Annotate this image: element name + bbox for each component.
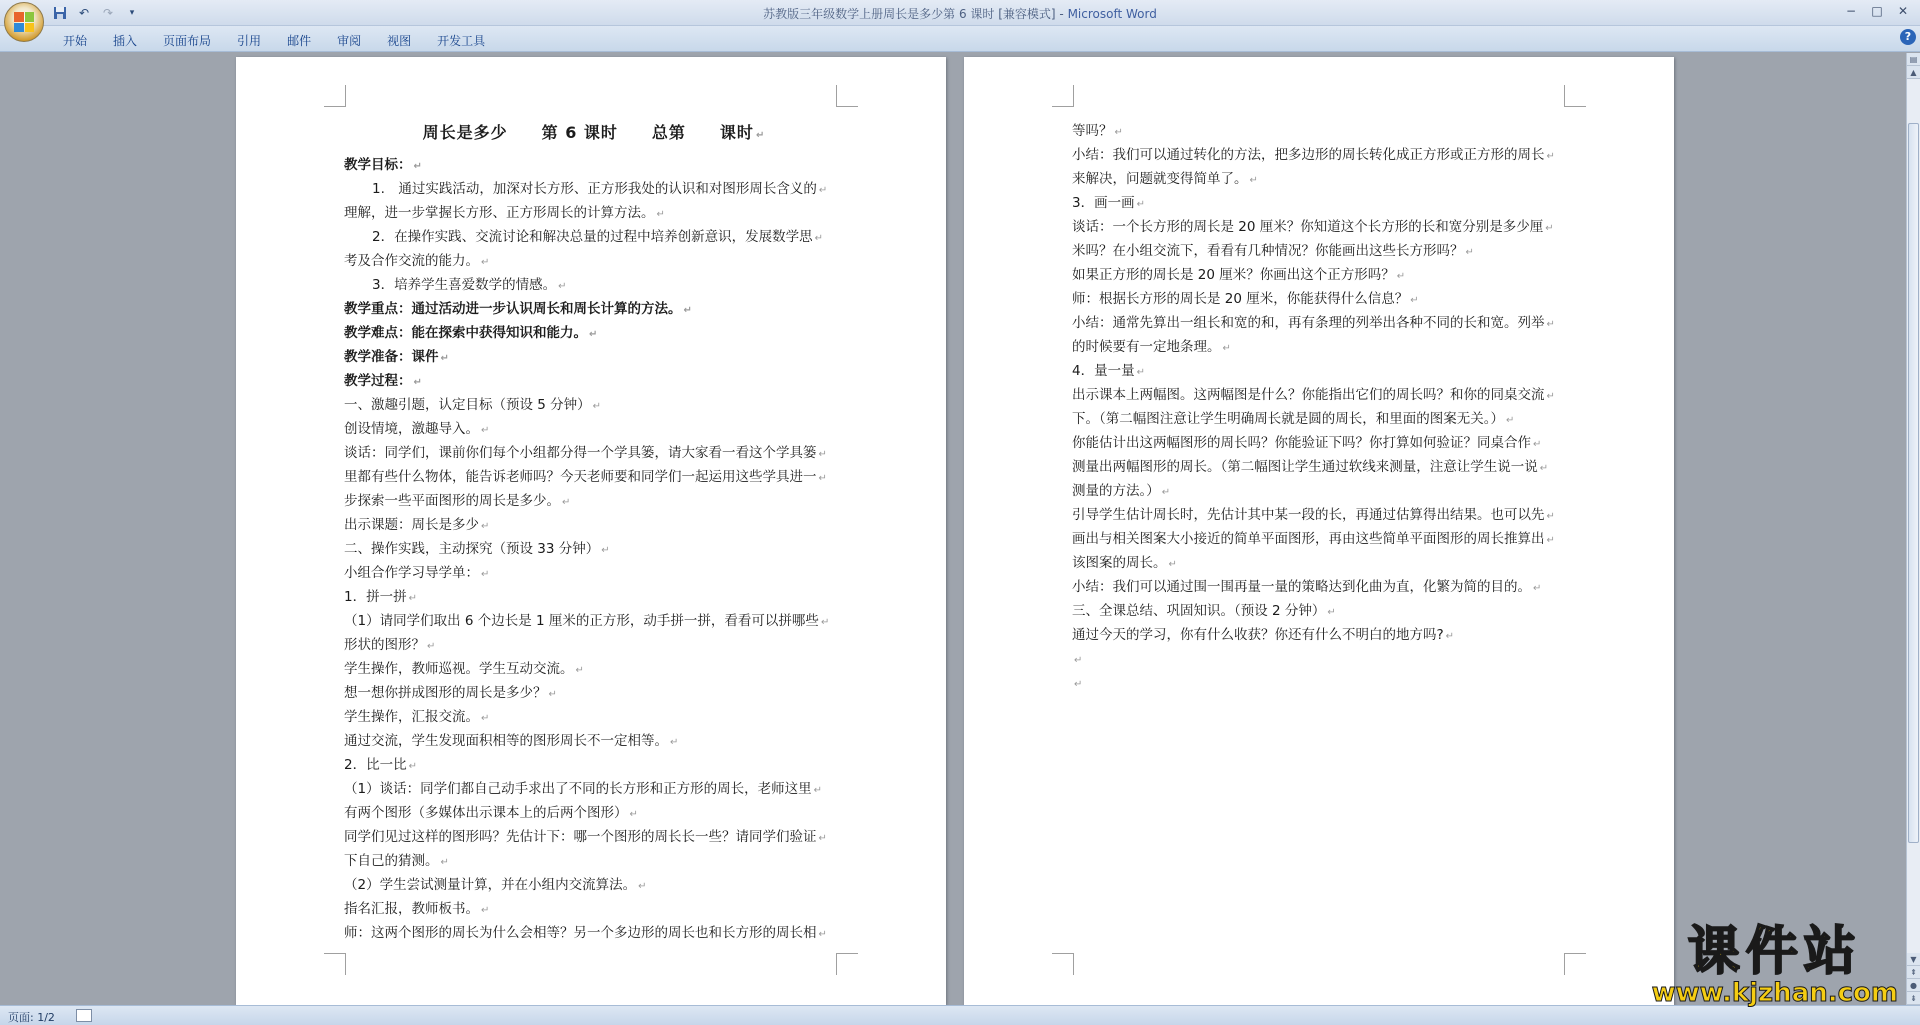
- minimize-button[interactable]: −: [1845, 4, 1857, 18]
- paragraph-mark: ↵: [1546, 391, 1555, 402]
- line-text: 2．在操作实践、交流讨论和解决总量的过程中培养创新意识，发展数学思: [372, 229, 813, 245]
- paragraph-mark: ↵: [1327, 607, 1336, 618]
- line-text: 师：这两个图形的周长为什么会相等？另一个多边形的周长也和长方形的周长相: [344, 925, 817, 941]
- status-bar: [0, 1005, 1920, 1025]
- text-line: [1072, 215, 1572, 239]
- crop-mark: [836, 85, 858, 107]
- line-text: 通过今天的学习，你有什么收获？你还有什么不明白的地方吗?: [1072, 627, 1444, 643]
- line-text: 1. 通过实践活动，加深对长方形、正方形我处的认识和对图形周长含义的: [372, 181, 817, 197]
- tab-page-layout[interactable]: 页面布局: [163, 34, 212, 48]
- paragraph-mark: ↵: [814, 233, 823, 244]
- text-line: [1072, 263, 1572, 287]
- line-text: 通过交流，学生发现面积相等的图形周长不一定相等。: [344, 733, 668, 749]
- line-text: 测量出两幅图形的周长。（第二幅图让学生通过软线来测量，注意让学生说一说: [1072, 459, 1538, 475]
- line-text: 教学目标：: [344, 157, 412, 173]
- paragraph-mark: ↵: [592, 401, 602, 412]
- paragraph-mark: ↵: [818, 473, 827, 484]
- line-text: 3．培养学生喜爱数学的情感。: [372, 277, 557, 293]
- page-2-text: [1072, 119, 1572, 695]
- paragraph-mark: ↵: [1506, 415, 1515, 426]
- paragraph-mark: ↵: [408, 761, 417, 772]
- page-2-lines: [1072, 119, 1572, 695]
- text-line: [1072, 335, 1572, 359]
- tab-view[interactable]: 视图: [387, 34, 412, 48]
- text-line: [1072, 623, 1572, 647]
- paragraph-mark: ↵: [1546, 511, 1555, 522]
- paragraph-mark: ↵: [413, 161, 422, 172]
- line-text: 小结：我们可以通过围一围再量一量的策略达到化曲为直，化繁为简的目的。: [1072, 579, 1531, 595]
- crop-mark: [836, 953, 858, 975]
- paragraph-mark: ↵: [1533, 583, 1542, 594]
- ruler-toggle-icon[interactable]: ▤: [1907, 53, 1920, 66]
- paragraph-mark: ↵: [481, 257, 490, 268]
- line-text: 考及合作交流的能力。: [344, 253, 479, 269]
- redo-icon[interactable]: ↷: [102, 5, 114, 20]
- text-line: [1072, 143, 1572, 167]
- page-counter[interactable]: 页面: 1/2: [8, 1011, 55, 1024]
- paragraph-mark: ↵: [1410, 295, 1419, 306]
- paragraph-mark: ↵: [638, 881, 647, 892]
- document-page-1[interactable]: [236, 57, 946, 1005]
- text-line: [1072, 239, 1572, 263]
- paragraph-mark: ↵: [1249, 175, 1258, 186]
- ribbon: [0, 26, 1920, 52]
- text-line: [344, 369, 844, 393]
- scroll-up-icon[interactable]: ▲: [1907, 66, 1920, 79]
- scroll-down-icon[interactable]: ▼: [1907, 953, 1920, 966]
- paragraph-mark: ↵: [1222, 343, 1231, 354]
- line-text: 有两个图形（多媒体出示课本上的后两个图形）: [344, 805, 628, 821]
- line-text: 测量的方法。）: [1072, 483, 1160, 499]
- line-text: 小组合作学习导学单：: [344, 565, 479, 581]
- line-text: 谈话：一个长方形的周长是 20 厘米？你知道这个长方形的长和宽分别是多少厘: [1072, 219, 1544, 235]
- text-line: [344, 153, 844, 177]
- line-text: 里都有些什么物体，能告诉老师吗？今天老师要和同学们一起运用这些学具进一: [344, 469, 817, 485]
- paragraph-mark: ↵: [1546, 319, 1555, 330]
- line-text: 3．画一画: [1072, 195, 1135, 211]
- paragraph-mark: ↵: [818, 833, 827, 844]
- app-name: Microsoft Word: [1067, 7, 1157, 21]
- paragraph-mark: ↵: [755, 130, 766, 141]
- paragraph-mark: ↵: [1546, 535, 1555, 546]
- line-text: 理解，进一步掌握长方形、正方形周长的计算方法。: [344, 205, 655, 221]
- line-text: 等吗？: [1072, 123, 1113, 139]
- line-text: 出示课本上两幅图。这两幅图是什么？你能指出它们的周长吗？和你的同桌交流: [1072, 387, 1545, 403]
- paragraph-mark: ↵: [589, 329, 598, 340]
- paragraph-mark: ↵: [629, 809, 638, 820]
- window-title: [0, 5, 1920, 22]
- tab-mailings[interactable]: 邮件: [287, 34, 312, 48]
- text-line: [1072, 551, 1572, 575]
- paragraph-mark: ↵: [1168, 559, 1177, 570]
- paragraph-mark: ↵: [481, 425, 490, 436]
- paragraph-mark: ↵: [1533, 439, 1542, 450]
- undo-icon[interactable]: ↶: [78, 5, 90, 20]
- text-line: [1072, 455, 1572, 479]
- crop-mark: [1564, 85, 1586, 107]
- text-line: [344, 897, 844, 921]
- line-text: 步探索一些平面图形的周长是多少。: [344, 493, 560, 509]
- text-line: [1072, 383, 1572, 407]
- line-text: 一、激趣引题，认定目标（预设 5 分钟）: [344, 397, 591, 413]
- line-text: 创设情境，激趣导入。: [344, 421, 479, 437]
- text-line: [344, 297, 844, 321]
- paragraph-mark: ↵: [1396, 271, 1406, 282]
- paragraph-mark: ↵: [601, 545, 610, 556]
- text-line: [344, 273, 844, 297]
- paragraph-mark: ↵: [413, 377, 422, 388]
- paragraph-mark: ↵: [440, 857, 449, 868]
- line-text: 下自己的猜测。: [344, 853, 439, 869]
- paragraph-mark: ↵: [558, 281, 567, 292]
- text-line: [344, 417, 844, 441]
- line-text: 出示课题：周长是多少: [344, 517, 479, 533]
- paragraph-mark: ↵: [1114, 127, 1123, 138]
- line-text: （1）请同学们取出 6 个边长是 1 厘米的正方形，动手拼一拼，看看可以拼哪些: [344, 613, 819, 629]
- previous-page-icon[interactable]: ⇞: [1907, 966, 1920, 979]
- text-line: [344, 921, 844, 945]
- paragraph-mark: ↵: [1545, 223, 1554, 234]
- line-text: 想一想你拼成图形的周长是多少？: [344, 685, 547, 701]
- paragraph-mark: ↵: [1539, 463, 1549, 474]
- text-line: [1072, 647, 1572, 671]
- document-name: 苏教版三年级数学上册周长是多少第 6 课时 [兼容模式] -: [763, 7, 1068, 21]
- text-line: [344, 561, 844, 585]
- text-line: [344, 705, 844, 729]
- text-line: [344, 801, 844, 825]
- line-text: 指名汇报，教师板书。: [344, 901, 479, 917]
- line-text: 小结：我们可以通过转化的方法，把多边形的周长转化成正方形或正方形的周长: [1072, 147, 1545, 163]
- text-line: [344, 321, 844, 345]
- text-line: [344, 633, 844, 657]
- paragraph-mark: ↵: [1074, 679, 1083, 690]
- line-text: 画出与相关图案大小接近的简单平面图形，再由这些简单平面图形的周长推算出: [1072, 531, 1545, 547]
- line-text: （2）学生尝试测量计算，并在小组内交流算法。: [344, 877, 637, 893]
- line-text: 形状的图形？: [344, 637, 425, 653]
- text-line: [1072, 503, 1572, 527]
- line-text: （1）谈话：同学们都自己动手求出了不同的长方形和正方形的周长，老师这里: [344, 781, 812, 797]
- line-text: 你能估计出这两幅图形的周长吗？你能验证下吗？你打算如何验证？同桌合作: [1072, 435, 1531, 451]
- paragraph-mark: ↵: [481, 569, 490, 580]
- text-line: [344, 537, 844, 561]
- paragraph-mark: ↵: [481, 713, 490, 724]
- text-line: [344, 657, 844, 681]
- text-line: [344, 777, 844, 801]
- watermark-title: 课件站: [1687, 921, 1862, 982]
- paragraph-mark: ↵: [1465, 247, 1474, 258]
- title-text: 周长是多少 第 6 课时 总第 课时: [422, 123, 754, 142]
- paragraph-mark: ↵: [683, 305, 692, 316]
- text-line: [344, 681, 844, 705]
- line-text: 下。（第二幅图注意让学生明确周长就是圆的周长，和里面的图案无关。）: [1072, 411, 1504, 427]
- watermark-logo: [1651, 921, 1898, 1008]
- paragraph-mark: ↵: [813, 785, 822, 796]
- text-line: [1072, 527, 1572, 551]
- paragraph-mark: ↵: [440, 353, 449, 364]
- text-line: [344, 225, 844, 249]
- text-line: [344, 441, 844, 465]
- paragraph-mark: ↵: [481, 905, 490, 916]
- line-text: 的时候要有一定地条理。: [1072, 339, 1221, 355]
- page-1-text: [344, 113, 844, 945]
- text-line: [344, 609, 844, 633]
- line-text: 教学难点：能在探索中获得知识和能力。: [344, 325, 587, 341]
- text-line: [344, 753, 844, 777]
- text-line: [344, 177, 844, 201]
- text-line: [1072, 167, 1572, 191]
- paragraph-mark: ↵: [1074, 655, 1083, 666]
- line-text: 教学准备：课件: [344, 349, 439, 365]
- paragraph-mark: ↵: [1445, 631, 1455, 642]
- paragraph-mark: ↵: [408, 593, 417, 604]
- text-line: [344, 585, 844, 609]
- ribbon-tabs: [50, 29, 498, 52]
- line-text: 教学过程：: [344, 373, 412, 389]
- paragraph-mark: ↵: [427, 641, 436, 652]
- page-1-lines: [344, 153, 844, 945]
- text-line: [344, 849, 844, 873]
- paragraph-mark: ↵: [1546, 151, 1555, 162]
- line-text: 二、操作实践，主动探究（预设 33 分钟）: [344, 541, 600, 557]
- text-line: [1072, 479, 1572, 503]
- line-text: 该图案的周长。: [1072, 555, 1167, 571]
- tab-home[interactable]: 开始: [63, 34, 88, 48]
- paragraph-mark: ↵: [820, 617, 830, 628]
- text-line: [1072, 359, 1572, 383]
- vertical-scrollbar[interactable]: [1906, 53, 1920, 1005]
- proofing-icon[interactable]: [76, 1009, 92, 1022]
- line-text: 2．比一比: [344, 757, 407, 773]
- tab-references[interactable]: 引用: [237, 34, 262, 48]
- document-workspace[interactable]: [0, 53, 1906, 1008]
- office-button[interactable]: [4, 2, 44, 42]
- paragraph-mark: ↵: [481, 521, 490, 532]
- window-controls: [1838, 2, 1916, 20]
- text-line: [1072, 287, 1572, 311]
- line-text: 同学们见过这样的图形吗？先估计下：哪一个图形的周长长一些？请同学们验证: [344, 829, 817, 845]
- tab-insert[interactable]: 插入: [113, 34, 138, 48]
- title-bar: [0, 0, 1920, 26]
- paragraph-mark: ↵: [818, 929, 827, 940]
- text-line: [344, 393, 844, 417]
- line-text: 引导学生估计周长时，先估计其中某一段的长，再通过估算得出结果。也可以先: [1072, 507, 1545, 523]
- paragraph-mark: ↵: [1136, 367, 1145, 378]
- text-line: [1072, 431, 1572, 455]
- paragraph-mark: ↵: [548, 689, 557, 700]
- select-browse-object-icon[interactable]: ●: [1907, 979, 1920, 992]
- dropdown-icon[interactable]: ▾: [129, 7, 135, 18]
- maximize-button[interactable]: □: [1871, 4, 1883, 18]
- crop-mark: [1052, 85, 1074, 107]
- text-line: [344, 345, 844, 369]
- paragraph-mark: ↵: [818, 449, 827, 460]
- line-text: 谈话：同学们，课前你们每个小组都分得一个学具篓，请大家看一看这个学具篓: [344, 445, 817, 461]
- paragraph-mark: ↵: [670, 737, 679, 748]
- text-line: [344, 729, 844, 753]
- paragraph-mark: ↵: [1161, 487, 1171, 498]
- crop-mark: [324, 953, 346, 975]
- tab-developer[interactable]: 开发工具: [437, 34, 486, 48]
- close-button[interactable]: ✕: [1897, 4, 1909, 18]
- tab-review[interactable]: 审阅: [337, 34, 362, 48]
- text-line: [1072, 191, 1572, 215]
- text-line: [1072, 311, 1572, 335]
- crop-mark: [1052, 953, 1074, 975]
- text-line: [344, 249, 844, 273]
- next-page-icon[interactable]: ⇟: [1907, 992, 1920, 1005]
- line-text: 如果正方形的周长是 20 厘米？你画出这个正方形吗？: [1072, 267, 1395, 283]
- text-line: [344, 201, 844, 225]
- line-text: 米吗？在小组交流下，看看有几种情况？你能画出这些长方形吗？: [1072, 243, 1464, 259]
- line-text: 来解决，问题就变得简单了。: [1072, 171, 1248, 187]
- line-text: 教学重点：通过活动进一步认识周长和周长计算的方法。: [344, 301, 682, 317]
- paragraph-mark: ↵: [575, 665, 584, 676]
- scroll-thumb[interactable]: [1908, 123, 1919, 843]
- text-line: [1072, 407, 1572, 431]
- line-text: 4．量一量: [1072, 363, 1135, 379]
- line-text: 小结：通常先算出一组长和宽的和，再有条理的列举出各种不同的长和宽。列举: [1072, 315, 1545, 331]
- text-line: [344, 873, 844, 897]
- text-line: [1072, 599, 1572, 623]
- help-icon[interactable]: ?: [1900, 29, 1916, 45]
- text-line: [344, 825, 844, 849]
- crop-mark: [1564, 953, 1586, 975]
- crop-mark: [324, 85, 346, 107]
- document-page-2[interactable]: [964, 57, 1674, 1005]
- paragraph-mark: ↵: [1136, 199, 1145, 210]
- text-line: [1072, 671, 1572, 695]
- text-line: [344, 465, 844, 489]
- paragraph-mark: ↵: [562, 497, 571, 508]
- line-text: 1．拼一拼: [344, 589, 407, 605]
- page-title: [344, 113, 844, 153]
- line-text: 三、全课总结、巩固知识。（预设 2 分钟）: [1072, 603, 1326, 619]
- office-logo-icon: [14, 12, 34, 32]
- line-text: 学生操作，汇报交流。: [344, 709, 479, 725]
- line-text: 师：根据长方形的周长是 20 厘米，你能获得什么信息？: [1072, 291, 1409, 307]
- watermark-url: www.kjzhan.com: [1651, 978, 1898, 1008]
- line-text: 学生操作，教师巡视。学生互动交流。: [344, 661, 574, 677]
- paragraph-mark: ↵: [656, 209, 665, 220]
- paragraph-mark: ↵: [818, 185, 828, 196]
- text-line: [344, 513, 844, 537]
- scrollbar-bottom-buttons: [1907, 953, 1920, 1005]
- text-line: [1072, 575, 1572, 599]
- text-line: [1072, 119, 1572, 143]
- text-line: [344, 489, 844, 513]
